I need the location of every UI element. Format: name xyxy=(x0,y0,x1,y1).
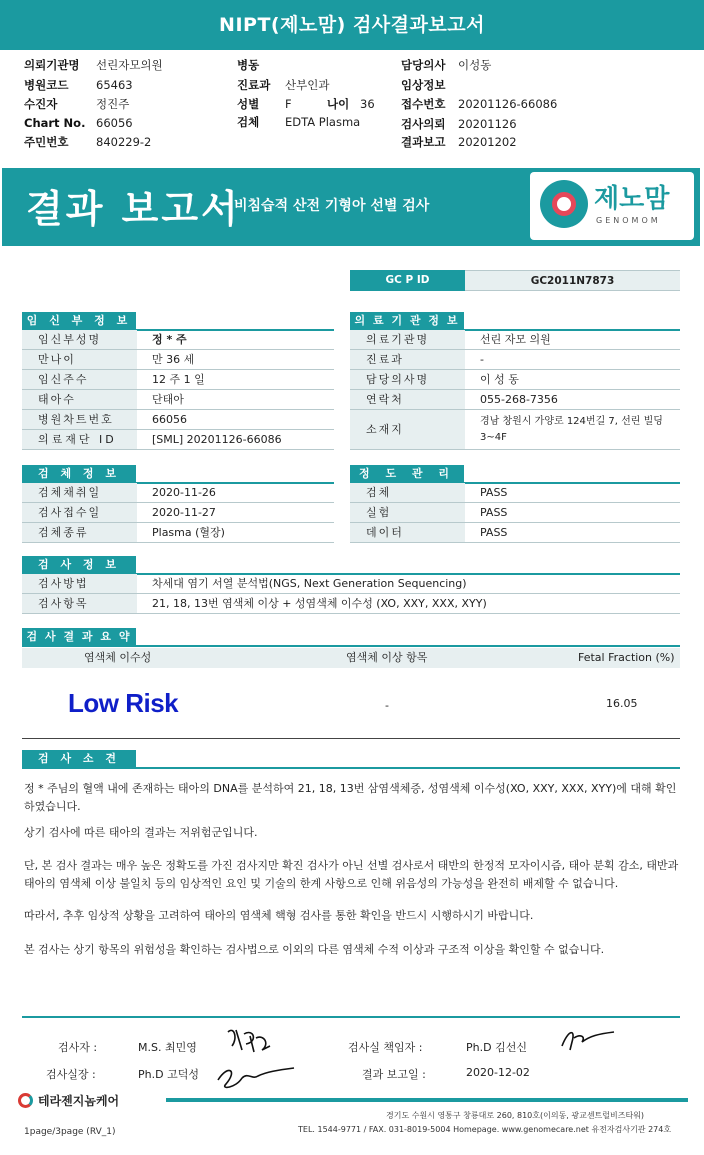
chief-signature-icon xyxy=(208,1060,298,1094)
summary-ward: 병동 xyxy=(237,58,260,72)
report-date-label: 결과 보고일 : xyxy=(362,1068,426,1081)
table-row: 검체종류 Plasma (혈장) xyxy=(22,523,334,543)
pregnant-info-header: 임 신 부 정 보 xyxy=(22,312,136,329)
table-row: 의료재단 ID [SML] 20201126-66086 xyxy=(22,430,334,450)
col-fetal-fraction: Fetal Fraction (%) xyxy=(578,651,675,664)
report-date-value: 2020-12-02 xyxy=(466,1066,530,1079)
table-row: 검사항목 21, 18, 13번 염색체 이상 + 성염색체 이수성 (XO, XXY, XXX, XYY) xyxy=(22,594,680,614)
result-table-bottom xyxy=(22,738,680,739)
table-row: 태아수 단태아 xyxy=(22,390,334,410)
manager-label: 검사실 책임자 : xyxy=(348,1041,423,1054)
col-abnormal-items: 염색체 이상 항목 xyxy=(346,651,428,664)
logo-subtext: GENOMOM xyxy=(596,216,661,225)
table-row: 데이터 PASS xyxy=(350,523,680,543)
risk-result: Low Risk xyxy=(68,688,179,718)
specimen-info-header: 검 체 정 보 xyxy=(22,465,136,482)
report-title: NIPT(제노맘) 검사결과보고서 xyxy=(0,0,704,50)
table-row: 검체 PASS xyxy=(350,483,680,503)
footer-divider xyxy=(166,1098,688,1102)
tester-name: M.S. 최민영 xyxy=(138,1041,197,1054)
summary-receipt-no: 접수번호 20201126-66086 xyxy=(401,97,558,111)
summary-chart-no: Chart No. 66056 xyxy=(24,116,133,130)
gcpid-label: GC P ID xyxy=(350,270,465,291)
fetal-fraction-value: 16.05 xyxy=(606,697,638,710)
test-info-header: 검 사 정 보 xyxy=(22,556,136,573)
summary-specimen: 검체 EDTA Plasma xyxy=(237,115,361,129)
tester-signature-icon xyxy=(224,1024,274,1056)
company-name: 테라젠지놈케어 xyxy=(38,1094,120,1108)
summary-patient: 수진자 정진주 xyxy=(24,97,130,111)
result-table-header xyxy=(22,648,680,668)
table-row: 임신주수 12 주 1 일 xyxy=(22,370,334,390)
company-contact: TEL. 1544-9771 / FAX. 031-8019-5004 Homepage. www.genomecare.net 유전자검사기관 274호 xyxy=(298,1125,672,1134)
table-row: 검체채취일 2020-11-26 xyxy=(22,483,334,503)
table-row: 연락처 055-268-7356 xyxy=(350,390,680,410)
table-row: 만나이 만 36 세 xyxy=(22,350,334,370)
summary-institution: 의뢰기관명 선린자모의원 xyxy=(24,58,163,72)
table-row: 소재지 경남 창원시 가양로 124번길 7, 선린 빌딩 3~4F xyxy=(350,410,680,450)
summary-department: 진료과 산부인과 xyxy=(237,78,330,92)
signature-divider xyxy=(22,1016,680,1018)
table-row: 의료기관명 선린 자모 의원 xyxy=(350,330,680,350)
finding-paragraph: 따라서, 추후 임상적 상황을 고려하여 태아의 염색체 핵형 검사를 통한 확인을 반드시 시행하시기 바랍니다. xyxy=(24,909,534,922)
banner-title: 결과 보고서 xyxy=(26,187,241,231)
summary-resident-no: 주민번호 840229-2 xyxy=(24,135,152,149)
abnormal-result: - xyxy=(385,699,389,712)
chief-label: 검사실장 : xyxy=(46,1068,96,1081)
table-row: 병원차트번호 66056 xyxy=(22,410,334,430)
table-row: 임신부성명 정 * 주 xyxy=(22,330,334,350)
logo-text: 제노맘 xyxy=(594,184,670,214)
table-row: 담당의사명 이 성 동 xyxy=(350,370,680,390)
summary-sex: 성별 F xyxy=(237,97,292,111)
result-summary-header: 검 사 결 과 요 약 xyxy=(22,628,136,645)
summary-doctor: 담당의사 이성동 xyxy=(401,58,492,72)
table-row: 검사방법 차세대 염기 서열 분석법(NGS, Next Generation Sequencing) xyxy=(22,574,680,594)
genomom-logo xyxy=(530,172,694,240)
qc-header: 정 도 관 리 xyxy=(350,465,464,482)
page-number: 1page/3page (RV_1) xyxy=(24,1127,116,1137)
section-divider xyxy=(22,645,680,647)
patient-summary xyxy=(0,50,704,162)
summary-hospital-code: 병원코드 65463 xyxy=(24,78,133,92)
section-divider xyxy=(22,767,680,769)
manager-name: Ph.D 김선신 xyxy=(466,1041,527,1054)
chief-name: Ph.D 고덕성 xyxy=(138,1068,199,1081)
summary-clinical-info: 임상정보 xyxy=(401,78,446,92)
company-address: 경기도 수원시 영통구 창룡대로 260, 810호(이의동, 광교센트럴비즈타워) xyxy=(386,1111,645,1120)
table-row: 실험 PASS xyxy=(350,503,680,523)
summary-age: 나이 36 xyxy=(327,97,375,111)
summary-report-date: 결과보고 20201202 xyxy=(401,135,517,149)
report-banner xyxy=(2,168,700,246)
gcpid-value: GC2011N7873 xyxy=(465,270,680,291)
table-row: 진료과 - xyxy=(350,350,680,370)
genomom-logo-icon xyxy=(540,180,588,228)
tester-label: 검사자 : xyxy=(58,1041,98,1054)
col-aneuploidy: 염색체 이수성 xyxy=(84,651,152,664)
finding-paragraph: 단, 본 검사 결과는 매우 높은 정확도를 가진 검사지만 확진 검사가 아닌 선별 검사로서 태반의 한정적 모자이시즘, 태아 분획 감소, 태반과 태아의 염색체 이상 불일치 등의 임상적인 요인 및 기술의 한계 사항으로 인해 위음성의 가능성을 완전히 배제할 수 없습니다. xyxy=(24,859,679,890)
finding-paragraph: 상기 검사에 따른 태아의 결과는 저위험군입니다. xyxy=(24,826,258,839)
company-logo-icon xyxy=(18,1093,33,1108)
institution-info-header: 의 료 기 관 정 보 xyxy=(350,312,464,329)
manager-signature-icon xyxy=(558,1024,618,1054)
finding-paragraph: 정 * 주님의 혈액 내에 존재하는 태아의 DNA를 분석하여 21, 18, 13번 삼염색체증, 성염색체 이수성(XO, XXY, XXX, XYY)에 대해 확인하였습니다. xyxy=(24,782,677,813)
summary-request-date: 검사의뢰 20201126 xyxy=(401,117,517,131)
table-row: 검사접수일 2020-11-27 xyxy=(22,503,334,523)
finding-paragraph: 본 검사는 상기 항목의 위험성을 확인하는 검사법으로 이외의 다른 염색체 수적 이상과 구조적 이상을 확인할 수 없습니다. xyxy=(24,943,605,956)
banner-subtitle: 비침습적 산전 기형아 선별 검사 xyxy=(234,198,430,214)
findings-header: 검 사 소 견 xyxy=(22,750,136,767)
